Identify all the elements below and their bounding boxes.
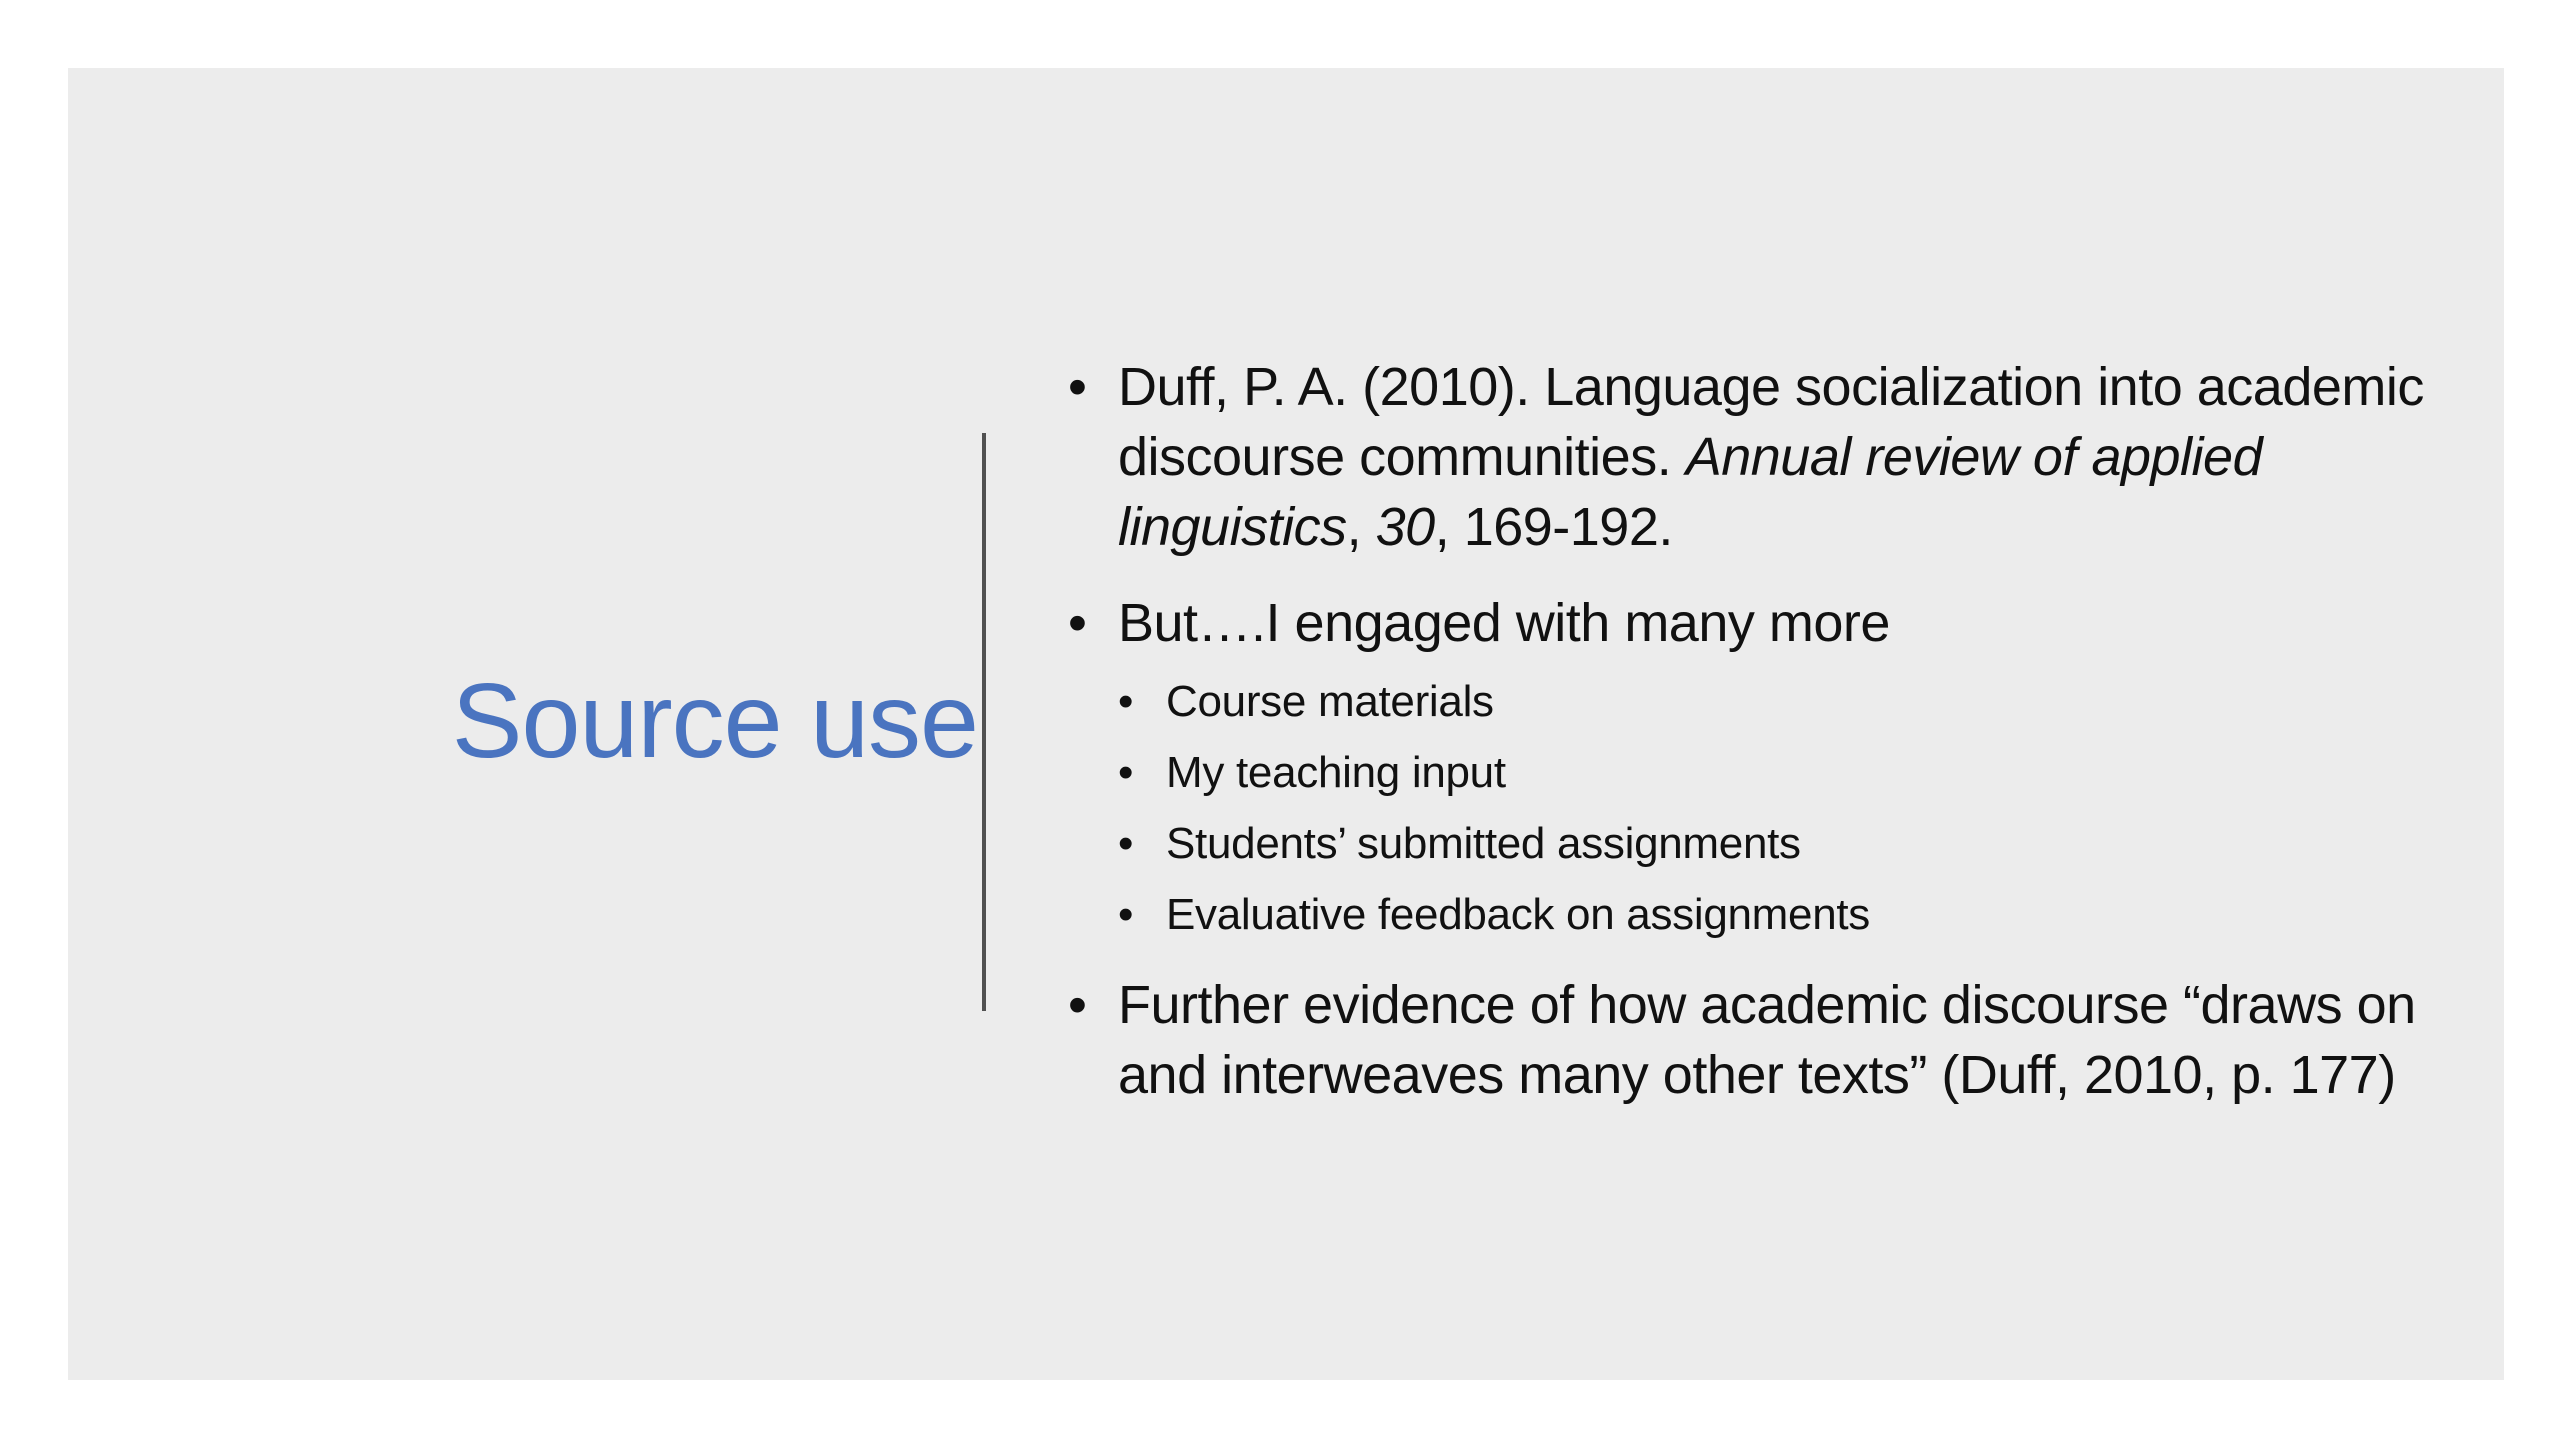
bullet-more-text: But….I engaged with many more bbox=[1118, 593, 1890, 653]
reference-pages: , 169-192. bbox=[1434, 497, 1673, 557]
sub-bullet-item: • My teaching input bbox=[1118, 737, 2468, 808]
sub-bullet-list bbox=[1118, 666, 2468, 950]
bullet-reference bbox=[1068, 352, 2468, 562]
slide-title: Source use bbox=[451, 662, 978, 780]
sub-bullet-item: • Students’ submitted assignments bbox=[1118, 808, 2468, 879]
slide bbox=[68, 68, 2504, 1380]
reference-authors: Duff, P. A. (2010). Language socialization into academic discourse communities. bbox=[1118, 357, 2424, 487]
reference-separator: , bbox=[1346, 497, 1376, 557]
sub-bullet-item: • Course materials bbox=[1118, 666, 2468, 737]
bullet-list bbox=[1068, 352, 2468, 1110]
slide-content bbox=[1068, 352, 2468, 1136]
vertical-divider bbox=[982, 433, 986, 1011]
reference-volume: 30 bbox=[1375, 497, 1435, 557]
bullet-more-sources bbox=[1068, 588, 2468, 950]
sub-bullet-item: • Evaluative feedback on assignments bbox=[1118, 879, 2468, 950]
reference-journal: Annual review of applied linguistics bbox=[1118, 427, 2263, 557]
bullet-further-evidence: • Further evidence of how academic discourse “draws on and interweaves many other texts” (Duff, 2010, p. 177) bbox=[1068, 970, 2468, 1110]
